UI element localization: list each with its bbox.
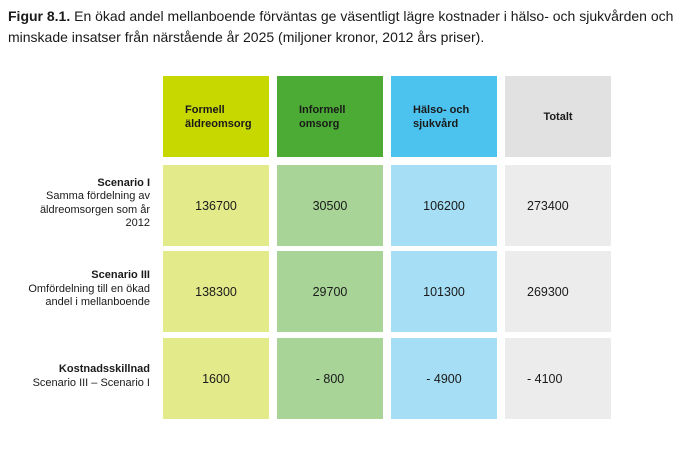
- value-cell-formell: [163, 251, 269, 332]
- value-label: 101300: [423, 284, 465, 299]
- value-cell-halso: [391, 251, 497, 332]
- value-cell-halso: [391, 338, 497, 419]
- header-informell-omsorg-line: omsorg: [299, 117, 340, 130]
- row-subtitle: Omfördelning till en ökad: [28, 282, 150, 295]
- row-title: Scenario I: [97, 176, 150, 189]
- row-label-3: [0, 363, 150, 390]
- value-cell-informell: [277, 165, 383, 246]
- header-totalt-text: [543, 110, 572, 124]
- value-label: 273400: [527, 198, 569, 213]
- row-subtitle: äldreomsorgen som år: [39, 203, 150, 216]
- value-label: 136700: [195, 198, 237, 213]
- value-cell-totalt: [505, 251, 611, 332]
- header-formell-aldreomsorg-line: äldreomsorg: [185, 117, 252, 130]
- row-title: Kostnadsskillnad: [58, 363, 150, 375]
- header-informell-omsorg-text: [299, 103, 345, 131]
- value-label: - 800: [315, 371, 345, 386]
- value-cell-informell: [277, 251, 383, 332]
- value-cell-formell: [163, 338, 269, 419]
- row-label-2: [0, 269, 150, 310]
- row-subtitle: 2012: [125, 217, 150, 229]
- value-cell-halso: [391, 165, 497, 246]
- row-label-1: [0, 177, 150, 231]
- header-totalt: [505, 76, 611, 157]
- value-label: - 4900: [426, 371, 462, 386]
- header-halso-sjukvard-line: sjukvård: [413, 117, 459, 130]
- value-label: 30500: [312, 198, 348, 213]
- header-informell-omsorg: [277, 76, 383, 157]
- header-halso-sjukvard-text: [413, 103, 469, 131]
- value-label: - 4100: [527, 371, 563, 386]
- row-subtitle: Scenario III – Scenario I: [32, 376, 150, 389]
- figure-caption-text: En ökad andel mellanboende förväntas ge väsentligt lägre kostnader i hälso- och sjukvården och minskade insatser från närstående år 2025 (miljoner kronor, 2012 års priser).: [8, 8, 674, 45]
- header-halso-sjukvard-line: Hälso- och: [413, 103, 470, 116]
- header-formell-aldreomsorg-line: Formell: [185, 103, 225, 116]
- value-label: 138300: [195, 284, 237, 299]
- value-cell-totalt: [505, 338, 611, 419]
- header-formell-aldreomsorg-text: [185, 103, 252, 131]
- header-formell-aldreomsorg: [163, 76, 269, 157]
- header-halso-sjukvard: [391, 76, 497, 157]
- value-cell-totalt: [505, 165, 611, 246]
- row-subtitle: andel i mellanboende: [45, 296, 150, 309]
- value-label: 29700: [312, 284, 348, 299]
- header-totalt-line: Totalt: [543, 110, 573, 123]
- value-label: 269300: [527, 284, 569, 299]
- value-label: 106200: [423, 198, 465, 213]
- value-label: 1600: [202, 371, 230, 386]
- row-title: Scenario III: [91, 269, 150, 282]
- figure-label: Figur 8.1.: [8, 8, 71, 24]
- header-informell-omsorg-line: Informell: [299, 103, 346, 116]
- value-cell-informell: [277, 338, 383, 419]
- figure-caption: [8, 6, 676, 48]
- value-cell-formell: [163, 165, 269, 246]
- row-subtitle: Samma fördelning av: [46, 190, 150, 202]
